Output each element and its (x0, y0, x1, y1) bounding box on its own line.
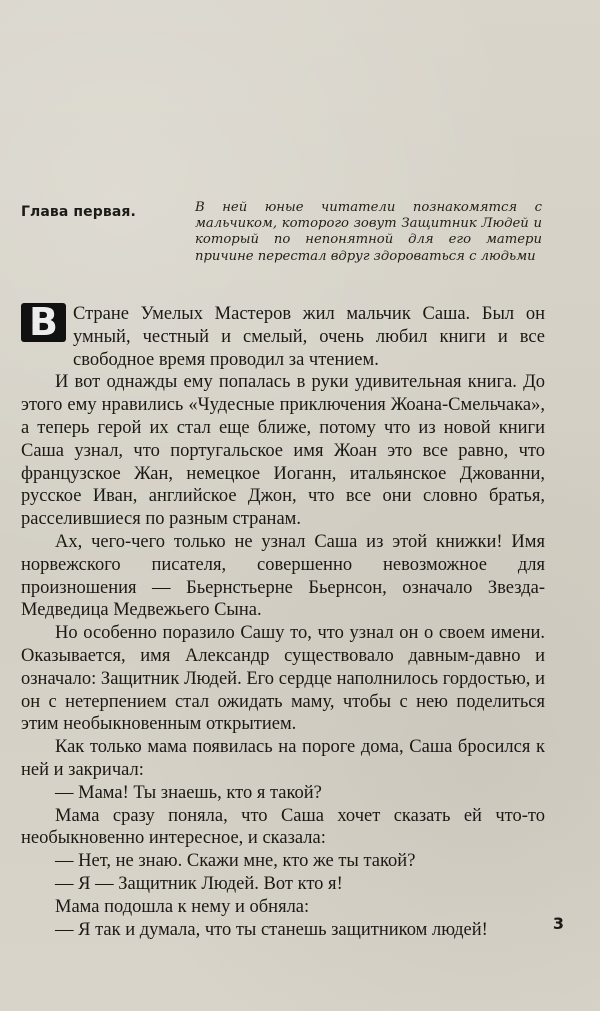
paragraph-5: Как только мама появилась на пороге дома, Саша бросился к ней и закричал: (21, 737, 545, 780)
paragraph-1 (21, 300, 545, 371)
drop-cap-letter: В (21, 303, 66, 342)
chapter-title: Глава первая. (21, 204, 136, 220)
paragraph-7: Мама подошла к нему и обняла: (55, 896, 310, 917)
chapter-summary: В ней юные читатели познакомятся с мальчиком, которого зовут Защитник Людей и который по непонятной для его матери причине перестал вдруг здороваться с людьми (195, 200, 542, 264)
dialog-line-1: — Мама! Ты знаешь, кто я такой? (55, 782, 322, 803)
page-number: 3 (552, 914, 564, 933)
dialog-line-4: — Я так и думала, что ты станешь защитником людей! (55, 919, 488, 940)
paragraph-3: Ах, чего-чего только не узнал Саша из этой книжки! Имя норвежского писателя, совершенно невозможное для произношения — Бьернстьерне Бьернсон, означало Звезда-Медведица Медвежьего Сына. (21, 531, 545, 621)
story-text (21, 300, 545, 941)
paragraph-6: Мама сразу поняла, что Саша хочет сказать ей что-то необыкновенно интересное, и сказала: (21, 805, 545, 849)
paragraph-4: Но особенно поразило Сашу то, что узнал он о своем имени. Оказывается, имя Александр существовало давным-давно и означало: Защитник Людей. Его сердце наполнилось гордостью, и он с нетерпением стал ожидать маму, чтобы с нею поделиться этим необыкновенным открытием. (21, 623, 545, 735)
paragraph-2: И вот однажды ему попалась в руки удивительная книга. До этого ему нравились «Чудесные приключения Жоана-Смельчака», а теперь герой их стал еще ближе, потому что из новой книги Саша узнал, что португальское имя Жоан это все равно, что французское Жан, немецкое Иоганн, итальянское Джованни, русское Иван, английское Джон, что все они словно братья, расселившиеся по разным странам. (21, 372, 545, 530)
paragraph-1-text: Стране Умелых Мастеров жил мальчик Саша. Был он умный, честный и смелый, очень любил книги и все свободное время проводил за чтением. (73, 304, 545, 370)
chapter-header (21, 200, 581, 282)
dialog-line-3: — Я — Защитник Людей. Вот кто я! (55, 873, 343, 894)
dialog-line-2: — Нет, не знаю. Скажи мне, кто же ты такой? (55, 851, 416, 872)
